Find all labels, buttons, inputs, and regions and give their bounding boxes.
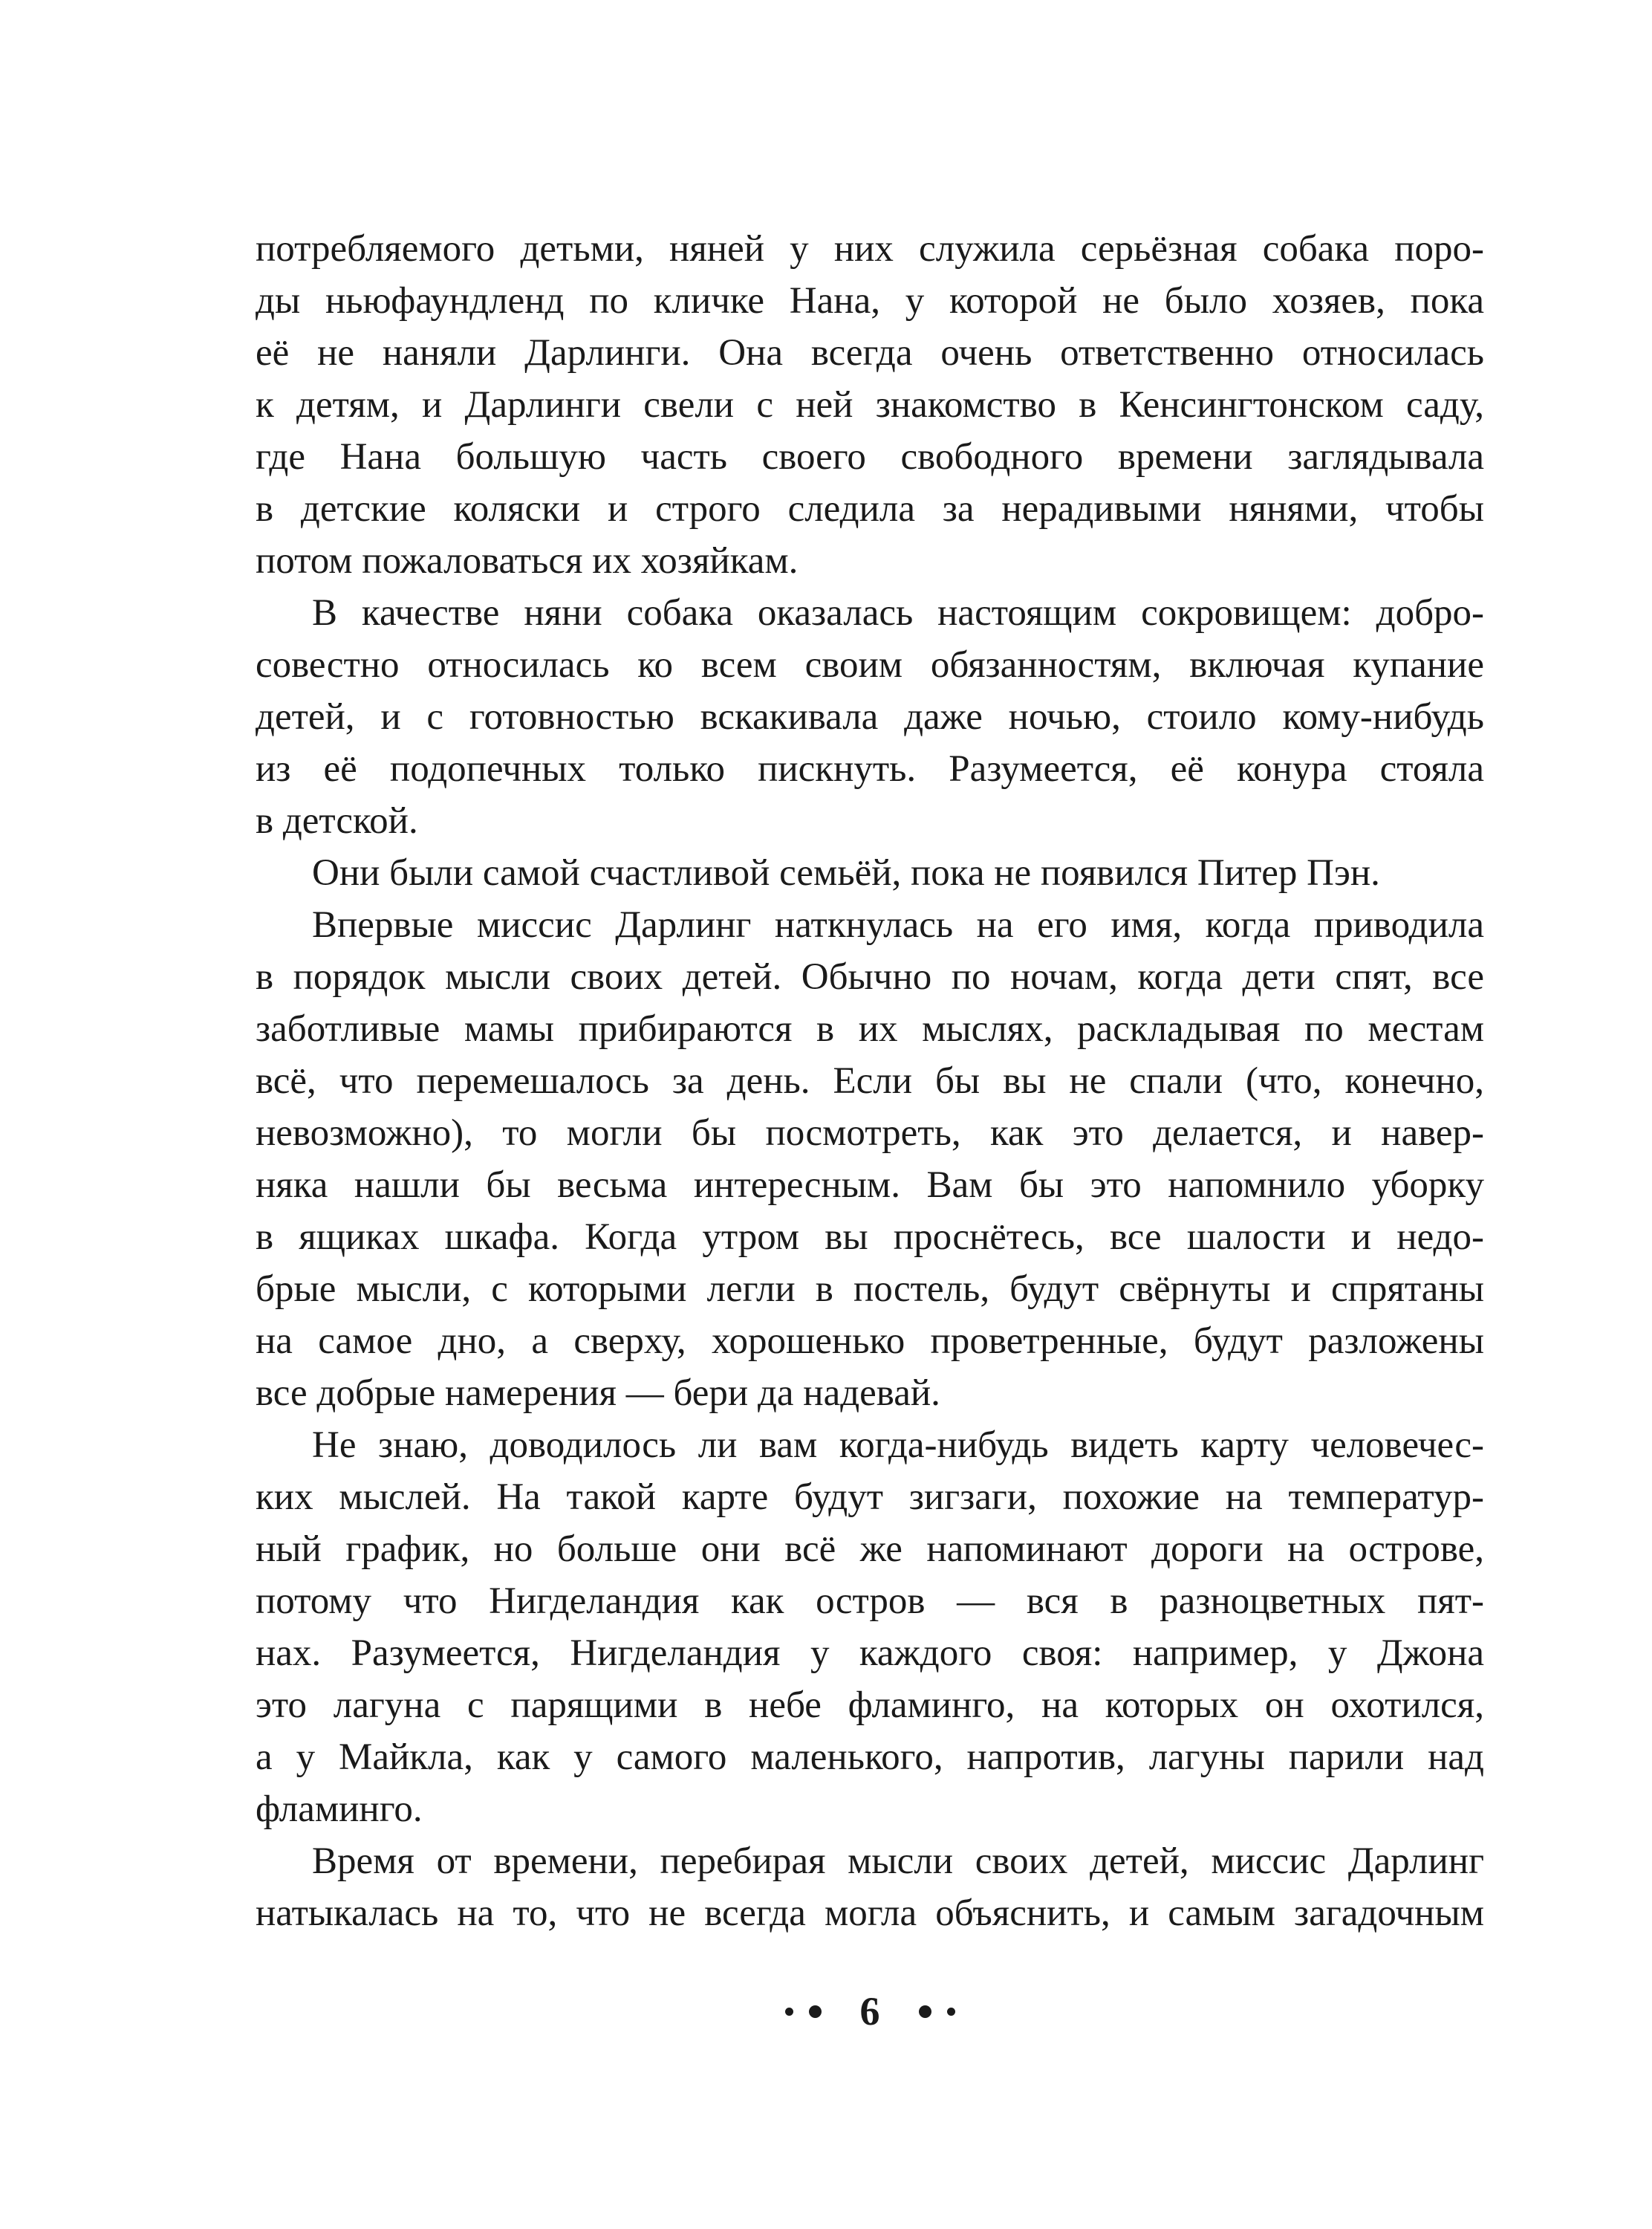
text-line: в порядок мысли своих детей. Обычно по ночам, когда дети спят, все: [256, 956, 1484, 998]
text-line: ких мыслей. На такой карте будут зигзаги, похожие на температур-: [256, 1476, 1484, 1518]
ornament-dot-icon: [919, 2005, 931, 2018]
text-line: Не знаю, доводилось ли вам когда-нибудь видеть карту человечес-: [312, 1424, 1484, 1466]
text-line: детей, и с готовностью вскакивала даже ночью, стоило кому-нибудь: [256, 696, 1484, 738]
ornament-dot-icon: [809, 2005, 822, 2018]
text-line: няка нашли бы весьма интересным. Вам бы это напомнило уборку: [256, 1164, 1484, 1206]
ornament-dot-icon: [785, 2008, 793, 2016]
text-line: ды ньюфаундленд по кличке Нана, у которой не было хозяев, пока: [256, 280, 1484, 322]
text-line: натыкалась на то, что не всегда могла объяснить, и самым загадочным: [256, 1892, 1484, 1934]
text-line: из её подопечных только пискнуть. Разумеется, её конура стояла: [256, 748, 1484, 790]
text-line: ный график, но больше они всё же напоминают дороги на острове,: [256, 1528, 1484, 1570]
text-line: В качестве няни собака оказалась настоящим сокровищем: добро-: [312, 592, 1484, 634]
text-line: это лагуна с парящими в небе фламинго, на которых он охотился,: [256, 1684, 1484, 1726]
text-line: невозможно), то могли бы посмотреть, как это делается, и навер-: [256, 1112, 1484, 1154]
text-line: потом пожаловаться их хозяйкам.: [256, 540, 799, 582]
text-line: Впервые миссис Дарлинг наткнулась на его имя, когда приводила: [312, 904, 1484, 946]
text-line: совестно относилась ко всем своим обязанностям, включая купание: [256, 644, 1484, 686]
text-line: брые мысли, с которыми легли в постель, будут свёрнуты и спрятаны: [256, 1268, 1484, 1310]
page-number: 6: [859, 1989, 880, 2034]
text-line: в ящиках шкафа. Когда утром вы проснётесь, все шалости и недо-: [256, 1216, 1484, 1258]
text-line: все добрые намерения — бери да надевай.: [256, 1372, 940, 1414]
text-line: всё, что перемешалось за день. Если бы вы не спали (что, конечно,: [256, 1060, 1484, 1102]
text-line: нах. Разумеется, Нигделандия у каждого своя: например, у Джона: [256, 1632, 1484, 1674]
ornament-dot-icon: [947, 2008, 955, 2016]
text-line: потребляемого детьми, няней у них служила серьёзная собака поро-: [256, 228, 1484, 270]
text-line: заботливые мамы прибираются в их мыслях, раскладывая по местам: [256, 1008, 1484, 1050]
text-line: в детские коляски и строго следила за нерадивыми нянями, чтобы: [256, 488, 1484, 530]
page-footer: [256, 1978, 1484, 2045]
text-line: её не наняли Дарлинги. Она всегда очень ответственно относилась: [256, 332, 1484, 374]
text-line: потому что Нигделандия как остров — вся в разноцветных пят-: [256, 1580, 1484, 1622]
text-line: Они были самой счастливой семьёй, пока не появился Питер Пэн.: [312, 852, 1380, 894]
text-line: на самое дно, а сверху, хорошенько проветренные, будут разложены: [256, 1320, 1484, 1362]
text-line: где Нана большую часть своего свободного времени заглядывала: [256, 436, 1484, 478]
body-text: [256, 223, 1484, 1939]
text-line: в детской.: [256, 800, 418, 842]
text-line: Время от времени, перебирая мысли своих детей, миссис Дарлинг: [312, 1840, 1484, 1882]
text-line: а у Майкла, как у самого маленького, напротив, лагуны парили над: [256, 1736, 1484, 1778]
text-line: фламинго.: [256, 1788, 423, 1830]
text-line: к детям, и Дарлинги свели с ней знакомство в Кенсингтонском саду,: [256, 384, 1484, 426]
